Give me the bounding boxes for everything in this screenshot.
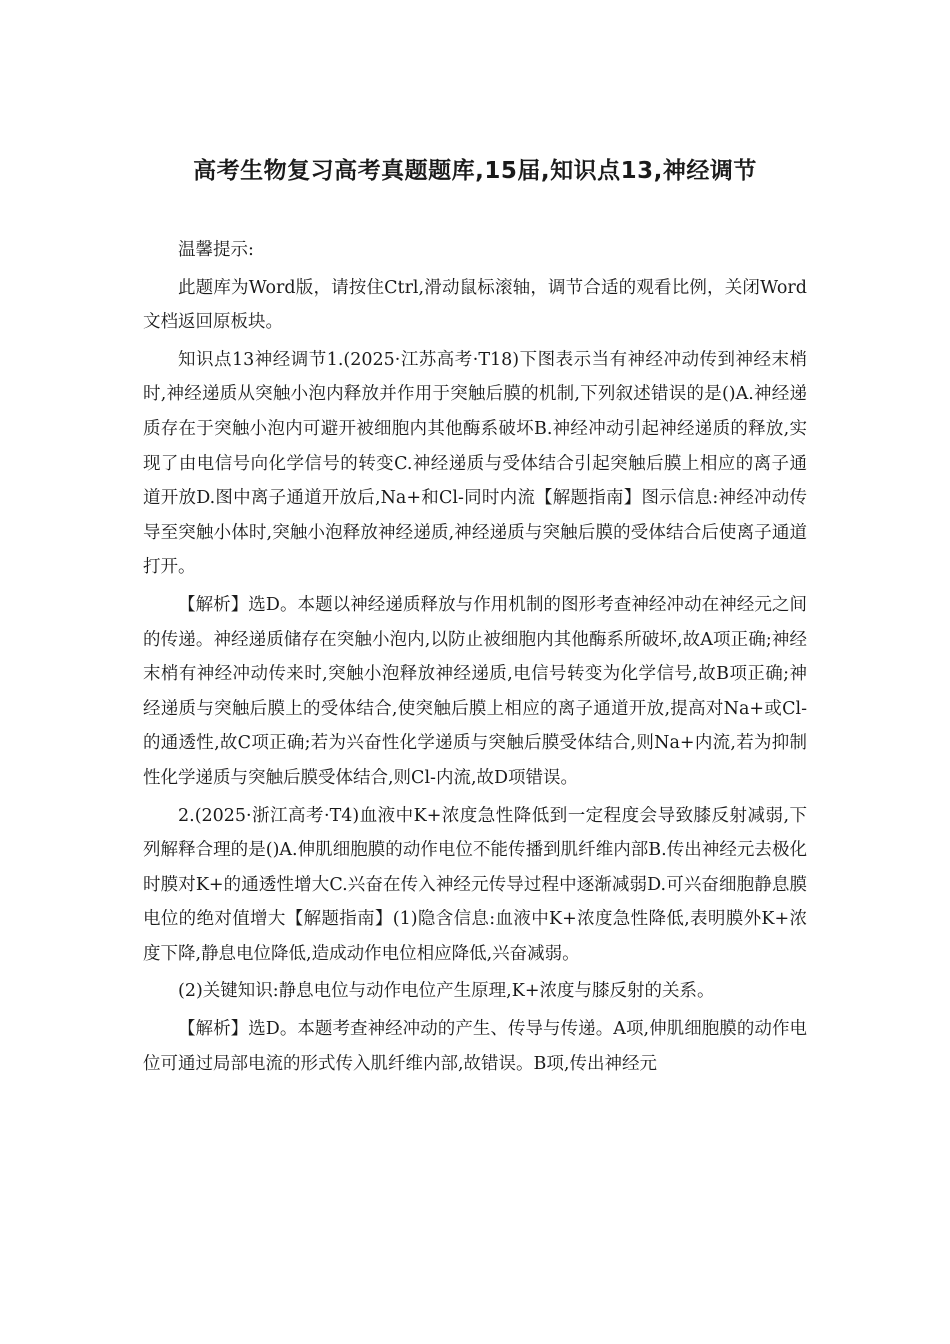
question-1-paragraph: 知识点13神经调节1.(2025·江苏高考·T18)下图表示当有神经冲动传到神经末梢时,神经递质从突触小泡内释放并作用于突触后膜的机制,下列叙述错误的是()A.神经递质存在于突触小泡内可避开被细胞内其他酶系破坏B.神经冲动引起神经递质的释放,实现了由电信号向化学信号的转变C.神经递质与受体结合引起突触后膜上相应的离子通道开放D.图中离子通道开放后,Na+和Cl-同时内流【解题指南】图示信息:神经冲动传导至突触小体时,突触小泡释放神经递质,神经递质与突触后膜的受体结合后使离子通道打开。 [143,349,807,578]
answer-1-paragraph: 【解析】选D。本题以神经递质释放与作用机制的图形考查神经冲动在神经元之间的传递。神经递质储存在突触小泡内,以防止被细胞内其他酶系所破坏,故A项正确;神经末梢有神经冲动传来时,突触小泡释放神经递质,电信号转变为化学信号,故B项正确;神经递质与突触后膜上的受体结合,使突触后膜上相应的离子通道开放,提高对Na+或Cl-的通透性,故C项正确;若为兴奋性化学递质与突触后膜受体结合,则Na+内流,若为抑制性化学递质与突触后膜受体结合,则Cl-内流,故D项错误。 [143,594,807,788]
key-knowledge-paragraph: (2)关键知识:静息电位与动作电位产生原理,K+浓度与膝反射的关系。 [178,981,715,1002]
tip-paragraph: 此题库为Word版，请按住Ctrl,滑动鼠标滚轴，调节合适的观看比例，关闭Word文档返回原板块。 [143,277,807,333]
document-title: 高考生物复习高考真题题库,15届,知识点13,神经调节 [193,158,757,184]
tip-heading: 温馨提示: [178,240,254,260]
document-body [143,233,807,1081]
question-2-paragraph: 2.(2025·浙江高考·T4)血液中K+浓度急性降低到一定程度会导致膝反射减弱,下列解释合理的是()A.伸肌细胞膜的动作电位不能传播到肌纤维内部B.传出神经元去极化时膜对K+的通透性增大C.兴奋在传入神经元传导过程中逐渐减弱D.可兴奋细胞静息膜电位的绝对值增大【解题指南】(1)隐含信息:血液中K+浓度急性降低,表明膜外K+浓度下降,静息电位降低,造成动作电位相应降低,兴奋减弱。 [143,805,807,964]
answer-2-paragraph: 【解析】选D。本题考查神经冲动的产生、传导与传递。A项,伸肌细胞膜的动作电位可通过局部电流的形式传入肌纤维内部,故错误。B项,传出神经元 [143,1019,807,1074]
